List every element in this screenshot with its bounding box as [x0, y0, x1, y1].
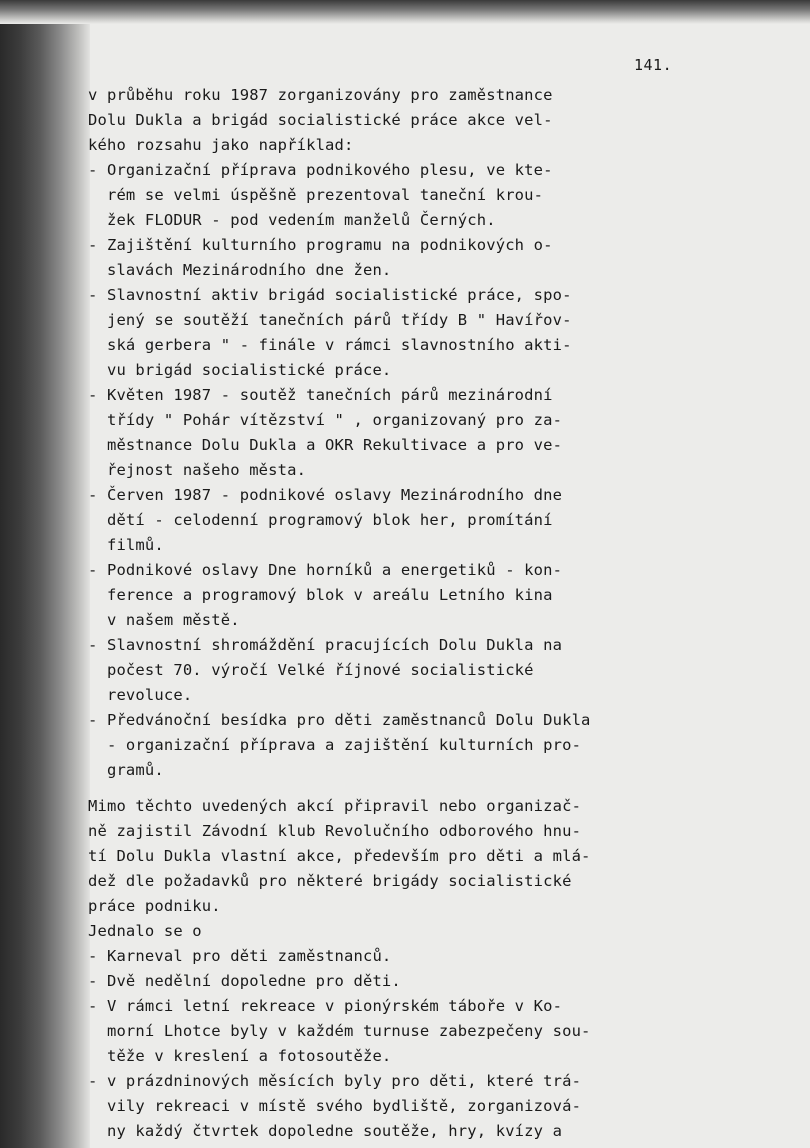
text-line: žek FLODUR - pod vedením manželů Černých.	[88, 211, 496, 229]
text-line: revoluce.	[88, 686, 193, 704]
text-line: Mimo těchto uvedených akcí připravil nebo organizač-	[88, 797, 582, 815]
text-line: - Předvánoční besídka pro děti zaměstnanců Dolu Dukla	[88, 711, 591, 729]
text-line: - Podnikové oslavy Dne horníků a energetiků - kon-	[88, 561, 563, 579]
text-line: filmů.	[88, 536, 164, 554]
text-line: - Dvě nedělní dopoledne pro děti.	[88, 972, 401, 990]
text-line: práce podniku.	[88, 897, 221, 915]
text-line: vu brigád socialistické práce.	[88, 361, 392, 379]
text-line: - Zajištění kulturního programu na podnikových o-	[88, 236, 553, 254]
text-line: gramů.	[88, 761, 164, 779]
text-line: vily rekreaci v místě svého bydliště, zorganizová-	[88, 1097, 582, 1115]
text-line: morní Lhotce byly v každém turnuse zabezpečeny sou-	[88, 1022, 591, 1040]
text-line: - Slavnostní aktiv brigád socialistické práce, spo-	[88, 286, 572, 304]
text-line: - v prázdninových měsících byly pro děti, které trá-	[88, 1072, 582, 1090]
text-line: Dolu Dukla a brigád socialistické práce akce vel-	[88, 111, 553, 129]
text-line: městnance Dolu Dukla a OKR Rekultivace a pro ve-	[88, 436, 563, 454]
text-line: - Karneval pro děti zaměstnanců.	[88, 947, 392, 965]
text-line: kého rozsahu jako například:	[88, 136, 354, 154]
text-line: - organizační příprava a zajištění kulturních pro-	[88, 736, 582, 754]
text-line: jený se soutěží tanečních párů třídy B " Havířov-	[88, 311, 572, 329]
text-line: třídy " Pohár vítězství " , organizovaný pro za-	[88, 411, 563, 429]
text-line: dětí - celodenní programový blok her, promítání	[88, 511, 553, 529]
text-line: počest 70. výročí Velké říjnové socialistické	[88, 661, 534, 679]
text-line: těže v kreslení a fotosoutěže.	[88, 1047, 392, 1065]
text-line: slavách Mezinárodního dne žen.	[88, 261, 392, 279]
text-line: ská gerbera " - finále v rámci slavnostního akti-	[88, 336, 572, 354]
text-line: v našem městě.	[88, 611, 240, 629]
text-line: rém se velmi úspěšně prezentoval taneční krou-	[88, 186, 544, 204]
text-line: - Červen 1987 - podnikové oslavy Mezinárodního dne	[88, 486, 563, 504]
text-line: - Květen 1987 - soutěž tanečních párů mezinárodní	[88, 386, 553, 404]
text-line: ny každý čtvrtek dopoledne soutěže, hry, kvízy a	[88, 1122, 563, 1140]
text-line: Jednalo se o	[88, 922, 202, 940]
text-line: - Organizační příprava podnikového plesu, ve kte-	[88, 161, 553, 179]
page-number: 141.	[634, 56, 673, 74]
text-line: tí Dolu Dukla vlastní akce, především pro děti a mlá-	[88, 847, 591, 865]
text-line: v průběhu roku 1987 zorganizovány pro zaměstnance	[88, 86, 553, 104]
text-line: ference a programový blok v areálu Letního kina	[88, 586, 553, 604]
text-line: řejnost našeho města.	[88, 461, 307, 479]
text-line: - Slavnostní shromáždění pracujících Dolu Dukla na	[88, 636, 563, 654]
text-line: ně zajistil Závodní klub Revolučního odborového hnu-	[88, 822, 582, 840]
text-line: dež dle požadavků pro některé brigády socialistické	[88, 872, 572, 890]
text-line: - V rámci letní rekreace v pionýrském táboře v Ko-	[88, 997, 563, 1015]
